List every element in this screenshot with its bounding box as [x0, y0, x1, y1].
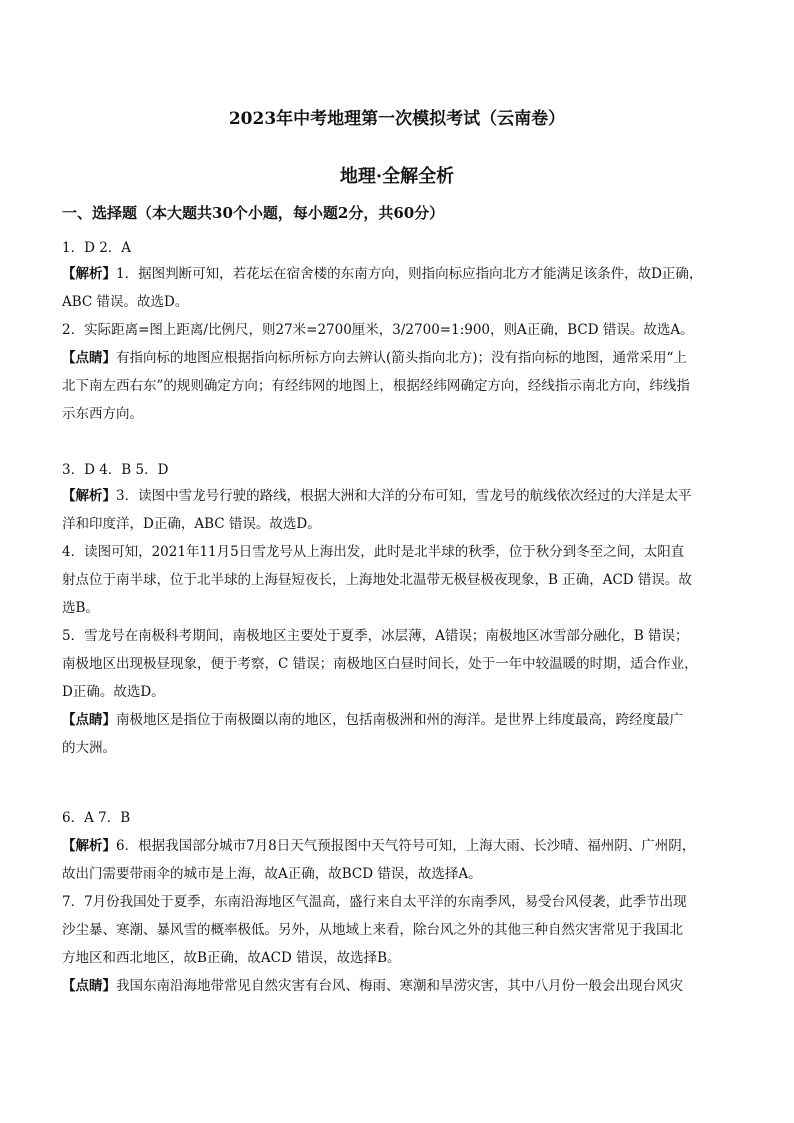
answers-q1-q2: 1．D 2．A — [62, 240, 132, 256]
tip-line: 【点睛】我国东南沿海地带常见自然灾害有台风、梅雨、寒潮和旱涝灾害，其中八月份一般会出现台风灾 — [62, 978, 683, 994]
analysis-line: D正确。故选D。 — [62, 684, 165, 700]
analysis-q1-q2 — [62, 260, 734, 428]
analysis-line: 【解析】1．据图判断可知，若花坛在宿舍楼的东南方向，则指向标应指向北方才能满足该条件，故D正确， — [62, 266, 703, 282]
analysis-line: 洋和印度洋，D正确，ABC 错误。故选D。 — [62, 516, 321, 532]
answers-q3-q5: 3．D 4．B 5．D — [62, 462, 169, 478]
answers-q6-q7: 6．A 7．B — [62, 810, 131, 826]
analysis-line: 故出门需要带雨伞的城市是上海，故A正确，故BCD 错误，故选择A。 — [62, 866, 482, 882]
tip-tag: 【点睛】 — [62, 712, 116, 728]
tip-tag: 【点睛】 — [62, 350, 116, 366]
analysis-line: 选B。 — [62, 600, 99, 616]
analysis-line: 7．7月份我国处于夏季，东南沿海地区气温高，盛行来自太平洋的东南季风，易受台风侵袭，此季节出现 — [62, 894, 687, 910]
analysis-line: 沙尘暴、寒潮、暴风雪的概率极低。另外，从地域上来看，除台风之外的其他三种自然灾害常见于我国北 — [62, 922, 683, 938]
analysis-line: 5．雪龙号在南极科考期间，南极地区主要处于夏季，冰层薄，A错误；南极地区冰雪部分融化，B 错误； — [62, 628, 689, 644]
document-title: 2023年中考地理第一次模拟考试（云南卷） — [228, 109, 566, 129]
analysis-q3-q5 — [62, 482, 734, 762]
analysis-q6-q7 — [62, 832, 734, 1000]
analysis-tag: 【解析】 — [62, 488, 116, 504]
analysis-line: 方地区和西北地区，故B正确，故ACD 错误，故选择B。 — [62, 950, 401, 966]
analysis-line: 【解析】3．读图中雪龙号行驶的路线，根据大洲和大洋的分布可知，雪龙号的航线依次经过的大洋是太平 — [62, 488, 692, 504]
tip-line: 示东西方向。 — [62, 406, 143, 422]
analysis-line: ABC 错误。故选D。 — [62, 294, 189, 310]
analysis-tag: 【解析】 — [62, 266, 116, 282]
analysis-line: 4．读图可知，2021年11月5日雪龙号从上海出发，此时是北半球的秋季，位于秋分到冬至之间，太阳直 — [62, 544, 685, 560]
analysis-line: 射点位于南半球，位于北半球的上海昼短夜长，上海地处北温带无极昼极夜现象，B 正确，ACD 错误。故 — [62, 572, 692, 588]
tip-line: 北下南左西右东”的规则确定方向；有经纬网的地图上，根据经纬网确定方向，经线指示南北方向，纬线指 — [62, 378, 690, 394]
analysis-line: 【解析】6．根据我国部分城市7月8日天气预报图中天气符号可知，上海大雨、长沙晴、福州阴、广州阴， — [62, 838, 696, 854]
analysis-line: 南极地区出现极昼现象，便于考察，C 错误；南极地区白昼时间长，处于一年中较温暖的时期，适合作业， — [62, 656, 698, 672]
analysis-tag: 【解析】 — [62, 838, 116, 854]
tip-line: 的大洲。 — [62, 740, 116, 756]
analysis-line: 2．实际距离=图上距离/比例尺，则27米=2700厘米，3/2700=1:900，则A正确，BCD 错误。故选A。 — [62, 322, 694, 338]
tip-line: 【点睛】南极地区是指位于南极圈以南的地区，包括南极洲和州的海洋。是世界上纬度最高，跨经度最广 — [62, 712, 683, 728]
section-heading: 一、选择题（本大题共30个小题，每小题2分，共60分） — [62, 204, 445, 222]
tip-tag: 【点睛】 — [62, 978, 116, 994]
document-subtitle: 地理·全解全析 — [339, 166, 455, 187]
tip-line: 【点睛】有指向标的地图应根据指向标所标方向去辨认(箭头指向北方)；没有指向标的地图，通常采用“上 — [62, 350, 687, 366]
